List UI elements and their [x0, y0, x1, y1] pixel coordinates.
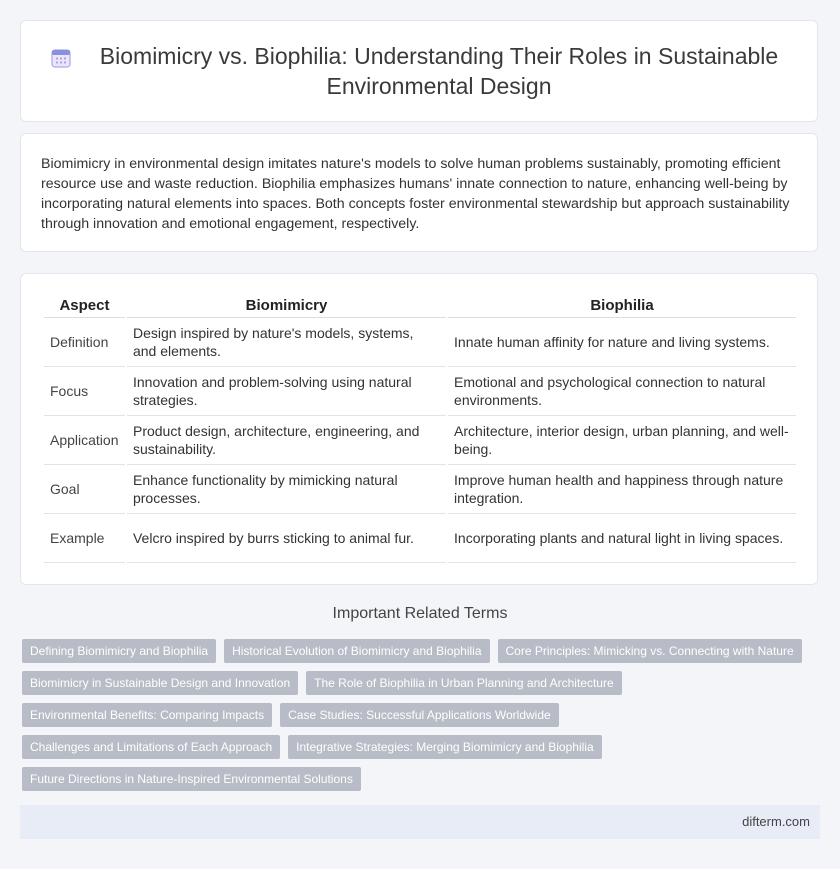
biophilia-cell: Improve human health and happiness through nature integration.: [448, 465, 796, 514]
related-terms-heading: Important Related Terms: [332, 605, 508, 622]
biophilia-cell: Incorporating plants and natural light in living spaces.: [448, 514, 796, 563]
related-term-link[interactable]: Case Studies: Successful Applications Worldwide: [280, 703, 559, 727]
table-row: [44, 514, 796, 563]
page-title: Biomimicry vs. Biophilia: Understanding Their Roles in Sustainable Environmental Design: [99, 43, 779, 99]
related-term-link[interactable]: Future Directions in Nature-Inspired Environmental Solutions: [22, 767, 361, 791]
aspect-cell: Application: [44, 416, 125, 465]
related-terms-list: [22, 639, 822, 791]
table-header-row: [44, 293, 796, 318]
aspect-cell: Definition: [44, 318, 125, 367]
related-term-link[interactable]: Historical Evolution of Biomimicry and Biophilia: [224, 639, 489, 663]
footer: [20, 805, 820, 839]
intro-card: [20, 133, 818, 252]
biomimicry-cell: Velcro inspired by burrs sticking to animal fur.: [127, 514, 446, 563]
biomimicry-cell: Innovation and problem-solving using natural strategies.: [127, 367, 446, 416]
table-row: [44, 367, 796, 416]
comparison-card: [20, 273, 818, 585]
biophilia-cell: Innate human affinity for nature and living systems.: [448, 318, 796, 367]
intro-text: Biomimicry in environmental design imitates nature's models to solve human problems sustainably, promoting efficient resource use and waste reduction. Biophilia emphasizes humans' innate connection to nature, enhancing well-being by incorporating natural elements into spaces. Both concepts foster environmental stewardship but approach sustainability through innovation and emotional engagement, respectively.: [41, 156, 790, 232]
table-row: [44, 465, 796, 514]
column-header-aspect: Aspect: [44, 293, 125, 318]
table-row: [44, 416, 796, 465]
comparison-table: [42, 293, 798, 563]
related-term-link[interactable]: The Role of Biophilia in Urban Planning and Architecture: [306, 671, 622, 695]
aspect-cell: Example: [44, 514, 125, 563]
related-term-link[interactable]: Defining Biomimicry and Biophilia: [22, 639, 216, 663]
related-term-link[interactable]: Biomimicry in Sustainable Design and Innovation: [22, 671, 298, 695]
calendar-icon: [49, 46, 73, 70]
biomimicry-cell: Enhance functionality by mimicking natural processes.: [127, 465, 446, 514]
related-term-link[interactable]: Core Principles: Mimicking vs. Connecting with Nature: [498, 639, 802, 663]
biophilia-cell: Architecture, interior design, urban planning, and well-being.: [448, 416, 796, 465]
biomimicry-cell: Product design, architecture, engineering, and sustainability.: [127, 416, 446, 465]
footer-site-link[interactable]: difterm.com: [742, 814, 810, 829]
aspect-cell: Goal: [44, 465, 125, 514]
table-row: [44, 318, 796, 367]
column-header-biophilia: Biophilia: [448, 293, 796, 318]
aspect-cell: Focus: [44, 367, 125, 416]
related-term-link[interactable]: Integrative Strategies: Merging Biomimicry and Biophilia: [288, 735, 601, 759]
biophilia-cell: Emotional and psychological connection to natural environments.: [448, 367, 796, 416]
related-term-link[interactable]: Environmental Benefits: Comparing Impacts: [22, 703, 272, 727]
related-term-link[interactable]: Challenges and Limitations of Each Approach: [22, 735, 280, 759]
header-card: [20, 20, 818, 122]
column-header-biomimicry: Biomimicry: [127, 293, 446, 318]
biomimicry-cell: Design inspired by nature's models, systems, and elements.: [127, 318, 446, 367]
